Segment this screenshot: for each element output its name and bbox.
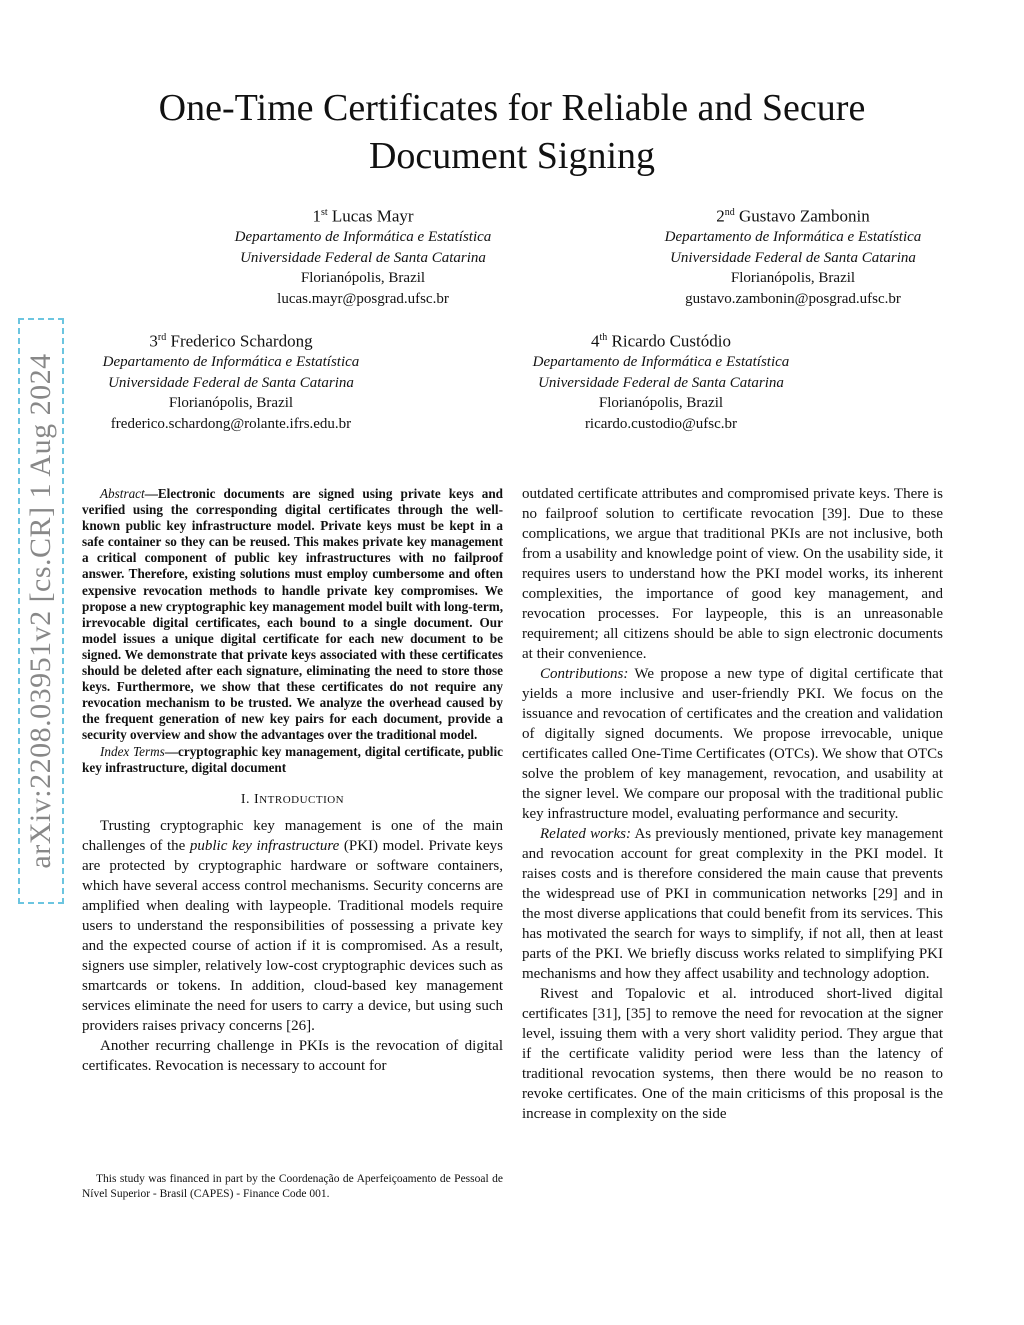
arxiv-id: arXiv:2208.03951v2 [cs.CR] 1 Aug 2024 (24, 353, 57, 869)
author-email: lucas.mayr@posgrad.ufsc.br (277, 291, 449, 308)
arxiv-stamp (18, 318, 64, 904)
section-heading-introduction: I. INTRODUCTION (240, 791, 345, 807)
index-terms: Index Terms—cryptographic key management, digital certificate, public key infrastructure, digital document (82, 743, 503, 775)
author-city: Florianópolis, Brazil (168, 395, 294, 412)
author-dept: Departamento de Informática e Estatística (664, 229, 922, 246)
right-column (522, 484, 943, 1124)
author-email: frederico.schardong@rolante.ifrs.edu.br (110, 416, 352, 433)
left-column (82, 486, 503, 1076)
author-name: Lucas Mayr (331, 206, 414, 226)
intro-paragraph-1: Trusting cryptographic key management is one of the main challenges of the public key infrastructure (PKI) model. Private keys are protected by cryptographic hardware or software containers, which have several access control mechanisms. Security concerns are amplified when dealing with laypeople. Traditional models require users to understand the responsibilities of possessing a private key and the expected course of action if it is compromised. As a result, signers use simpler, relatively low-cost cryptographic devices such as smartcards or tokens. In addition, cloud-based key management services eliminate the need for users to carry a device, but using such providers raises privacy concerns [26]. (82, 817, 504, 1034)
author-block-2: 2nd Gustavo Zambonin Departamento de Informática e Estatística Universidade Federal de Santa Catarina Florianópolis, Brazil gustavo.zambonin@posgrad.ufsc.br (628, 203, 958, 310)
paper-title: One-Time Certificates for Reliable and Secure Document Signing (158, 87, 866, 177)
author-city: Florianópolis, Brazil (300, 270, 426, 287)
abstract: Abstract—Electronic documents are signed using private keys and verified using the corresponding digital certificates through the well-known public key infrastructure model. Private keys must be kept in a safe container so they can be reused. This makes private key management a critical component of public key infrastructures with no failproof answer. Therefore, existing solutions must employ cumbersome and often expensive revocation methods to handle private key compromises. We propose a new cryptographic key management model built with long-term, irrevocable digital certificates, each bound to a single document. Our model issues a unique digital certificate for each new document to be signed. We demonstrate that private keys associated with these certificates should be deleted after each signature, eliminating the need to store those keys. Furthermore, we show that these certificates do not require any revocation mechanism to be trusted. We analyze the overhead caused by the frequent generation of new key pairs for each document, provide a security overview and show the advantages over the traditional model. (82, 486, 503, 743)
author-block-4: 4th Ricardo Custódio Departamento de Informática e Estatística Universidade Federal de Santa Catarina Florianópolis, Brazil ricardo.custodio@ufsc.br (496, 328, 826, 435)
author-name: Frederico Schardong (170, 331, 313, 351)
author-name: Gustavo Zambonin (738, 206, 870, 226)
author-city: Florianópolis, Brazil (730, 270, 856, 287)
author-univ: Universidade Federal de Santa Catarina (108, 374, 354, 391)
paragraph-revocation: outdated certificate attributes and compromised private keys. There is no failproof solution to certificate revocation [39]. Due to these complications, we argue that traditional PKIs are not inclusive, both from a usability and knowledge point of view. On the usability side, it requires users to understand how the PKI model works, its inherent complexities, the importance of good key management, and revocation processes. For laypeople, this is an unreasonable requirement; all citizens should be able to sign electronic documents at their convenience. (522, 486, 943, 662)
author-dept: Departamento de Informática e Estatística (532, 354, 790, 371)
intro-paragraph-2: Another recurring challenge in PKIs is the revocation of digital certificates. Revocation is necessary to account for (82, 1037, 503, 1074)
paragraph-contributions: Contributions: We propose a new type of digital certificate that yields a more inclusive and user-friendly PKI. We focus on the issuance and revocation of certificates and the creation and validation of digitally signed documents. We propose irrevocable, unique certificates called One-Time Certificates (OTCs). We show that OTCs solve the problem of key management, revocation, and usability at the signer level. We compare our proposal with the traditional public key infrastructure model, evaluating performance and security. (522, 666, 943, 822)
author-block-3: 3rd Frederico Schardong Departamento de Informática e Estatística Universidade Federal de Santa Catarina Florianópolis, Brazil frederico.schardong@rolante.ifrs.edu.br (66, 328, 396, 435)
author-name: Ricardo Custódio (611, 331, 731, 351)
footnote: This study was financed in part by the Coordenação de Aperfeiçoamento de Pessoal de Nível Superior - Brasil (CAPES) - Finance Code 001. (82, 1173, 503, 1200)
author-dept: Departamento de Informática e Estatística (102, 354, 360, 371)
author-block-1: 1st Lucas Mayr Departamento de Informática e Estatística Universidade Federal de Santa Catarina Florianópolis, Brazil lucas.mayr@posgrad.ufsc.br (198, 203, 528, 310)
paragraph-related-works: Related works: As previously mentioned, private key management and revocation account for great complexity in the PKI model. It raises costs and is therefore considered the main cause that prevents the widespread use of PKI in communication networks [29] and in the most diverse applications that could benefit from its services. This has motivated the search for ways to simplify, if not all, then at least parts of the PKI. We briefly discuss works related to simplifying PKI mechanisms and how they affect usability and technology adoption. (522, 826, 944, 982)
author-univ: Universidade Federal de Santa Catarina (240, 249, 486, 266)
author-city: Florianópolis, Brazil (598, 395, 724, 412)
paragraph-short-lived: Rivest and Topalovic et al. introduced short-lived digital certificates [31], [35] to remove the need for revocation at the signer level, issuing them with a very short validity period. They argue that if the certificate validity period were less than the latency of traditional revocation systems, then there would be no reason to revoke certificates. One of the main criticisms of this proposal is the increase in complexity on the side (522, 986, 943, 1122)
author-email: gustavo.zambonin@posgrad.ufsc.br (685, 291, 901, 308)
author-univ: Universidade Federal de Santa Catarina (670, 249, 916, 266)
author-dept: Departamento de Informática e Estatística (234, 229, 492, 246)
author-email: ricardo.custodio@ufsc.br (584, 416, 738, 433)
author-univ: Universidade Federal de Santa Catarina (538, 374, 784, 391)
